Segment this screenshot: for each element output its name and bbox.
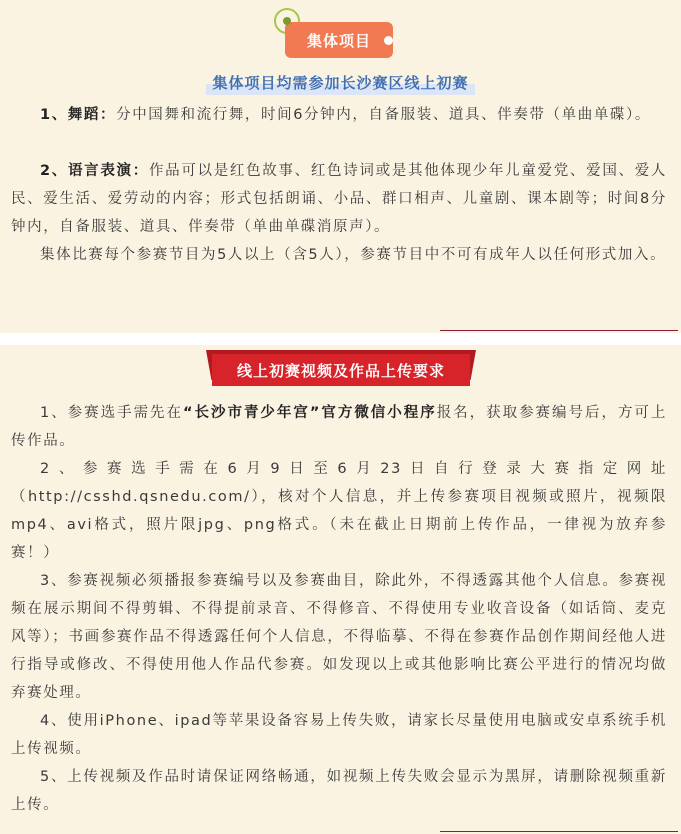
group-projects-tag: 集体项目 [285, 22, 393, 58]
group-note: 集体比赛每个参赛节目为5人以上（含5人），参赛节目中不可有成年人以任何形式加入。 [40, 247, 667, 263]
upload-requirements-ribbon: 线上初赛视频及作品上传要求 [212, 354, 470, 386]
item-language [11, 157, 667, 241]
item-language-text: 作品可以是红色故事、红色诗词或是其他体现少年儿童爱党、爱国、爱人民、爱生活、爱劳动的内容；形式包括朗诵、小品、群口相声、儿童剧、课本剧等；时间8分钟内，自备服装、道具、伴奏带（单曲单碟消原声）。 [11, 163, 667, 235]
item-dance [11, 101, 667, 129]
item-dance-label: 1、舞蹈： [40, 107, 117, 123]
rule-1-prefix: 1、参赛选手需先在 [40, 405, 184, 421]
section1-divider [440, 330, 678, 331]
tag-hole-decoration [384, 36, 393, 45]
tag-pin-dot [283, 17, 291, 25]
rule-4: 4、使用iPhone、ipad等苹果设备容易上传失败，请家长尽量使用电脑或安卓系统手机上传视频。 [11, 713, 667, 757]
section-gap [0, 333, 681, 345]
section-subtitle [0, 70, 681, 95]
section2-divider [440, 831, 678, 832]
rule-2: 2、参赛选手需在6月9日至6月23日自行登录大赛指定网址（http://csshd.qsnedu.com/），核对个人信息，并上传参赛项目视频或照片，视频限mp4、avi格式，照片限jpg、png格式。（未在截止日期前上传作品，一律视为放弃参赛！） [11, 461, 667, 561]
rule-1-miniprogram: “长沙市青少年宫”官方微信小程序 [183, 405, 437, 421]
rule-5: 5、上传视频及作品时请保证网络畅通，如视频上传失败会显示为黑屏，请删除视频重新上传。 [11, 769, 667, 813]
subtitle-text: 集体项目均需参加长沙赛区线上初赛 [206, 70, 474, 95]
rule-1 [11, 399, 667, 455]
rule-3: 3、参赛视频必须播报参赛编号以及参赛曲目，除此外，不得透露其他个人信息。参赛视频在展示期间不得剪辑、不得提前录音、不得修音、不得使用专业收音设备（如话筒、麦克风等）；书画参赛作品不得透露任何个人信息，不得临摹、不得在参赛作品创作期间经他人进行指导或修改、不得使用他人作品代参赛。如发现以上或其他影响比赛公平进行的情况均做弃赛处理。 [11, 573, 667, 701]
item-language-label: 2、语言表演： [40, 163, 149, 179]
rule-1-suffix: 报名，获取参赛编号后，方可上传作品。 [11, 405, 667, 449]
item-dance-text: 分中国舞和流行舞，时间6分钟内，自备服装、道具、伴奏带（单曲单碟）。 [116, 107, 651, 123]
